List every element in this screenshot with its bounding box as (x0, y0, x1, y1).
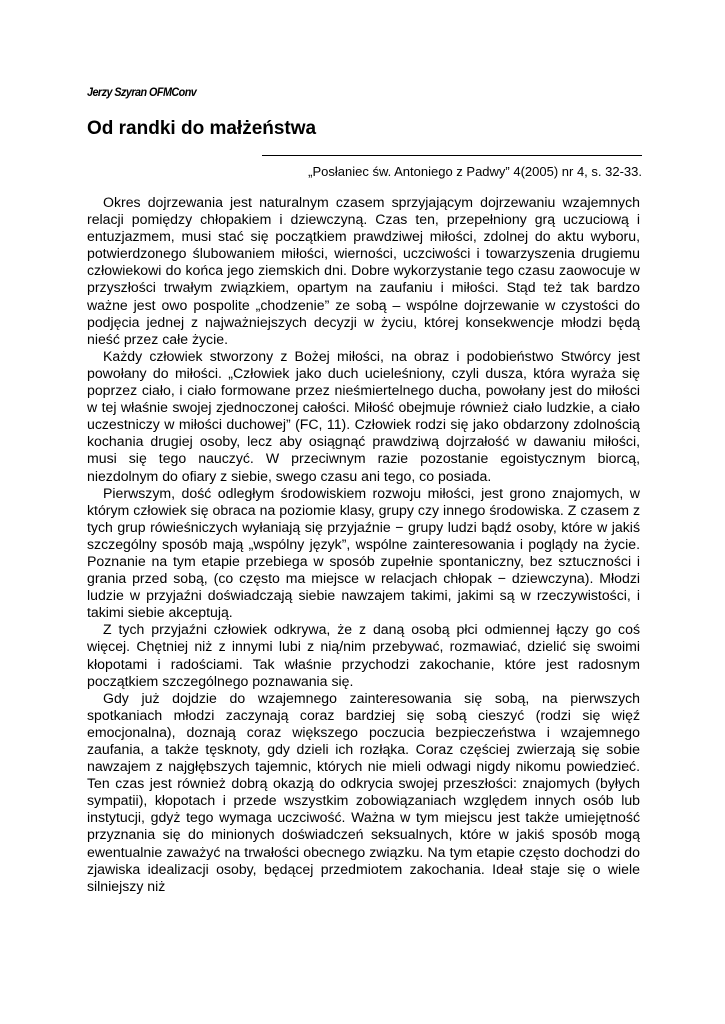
paragraph: Pierwszym, dość odległym środowiskiem rozwoju miłości, jest grono znajomych, w którym człowiek się obraca na poziomie klasy, grupy czy innego środowiska. Z czasem z tych grup rówieśniczych wyłaniają się przyjaźnie − grupy ludzi bądź osoby, które w jakiś szczególny sposób mają „wspólny język”, wspólne zainteresowania i poglądy na życie. Poznanie na tym etapie przebiega w sposób zupełnie spontaniczny, bez sztuczności i grania przed sobą, (co często ma miejsce w relacjach chłopak − dziewczyna). Młodzi ludzie w przyjaźni doświadczają siebie nawzajem takimi, jakimi są w rzeczywistości, i takimi siebie akceptują. (87, 484, 640, 621)
paragraph: Każdy człowiek stworzony z Bożej miłości, na obraz i podobieństwo Stwórcy jest powołany do miłości. „Człowiek jako duch ucieleśniony, czyli dusza, która wyraża się poprzez ciało, i ciało formowane przez nieśmiertelnego ducha, powołany jest do miłości w tej właśnie swojej zjednoczonej całości. Miłość obejmuje również ciało ludzkie, a ciało uczestniczy w miłości duchowej” (FC, 11). Człowiek rodzi się jako obdarzony zdolnością kochania drugiej osoby, lecz aby osiągnąć prawdziwą dojrzałość w dawaniu miłości, musi się tego nauczyć. W przeciwnym razie pozostanie egoistycznym biorcą, niezdolnym do ofiary z siebie, swego czasu ani tego, co posiada. (87, 347, 640, 484)
paragraph: Okres dojrzewania jest naturalnym czasem sprzyjającym dojrzewaniu wzajemnych relacji pomiędzy chłopakiem i dziewczyną. Czas ten, przepełniony grą uczuciową i entuzjazmem, musi stać się początkiem prawdziwej miłości, zdolnej do aktu wyboru, potwierdzonego ślubowaniem miłości, wierności, uczciwości i towarzyszenia drugiemu człowiekowi do końca jego ziemskich dni. Dobre wykorzystanie tego czasu zaowocuje w przyszłości trwałym związkiem, opartym na zaufaniu i miłości. Stąd też tak bardzo ważne jest owo pospolite „chodzenie” ze sobą – wspólne dojrzewanie w czystości do podjęcia jednej z najważniejszych decyzji w życiu, której konsekwencje młodzi będą nieść przez całe życie. (87, 194, 640, 347)
author-name: Jerzy Szyran OFMConv (87, 85, 197, 99)
source-divider (262, 155, 642, 156)
paragraph: Gdy już dojdzie do wzajemnego zainteresowania się sobą, na pierwszych spotkaniach młodzi zaczynają coraz bardziej się sobą cieszyć (rodzi się więź emocjonalna), doznają coraz większego poczucia bezpieczeństwa i wzajemnego zaufania, a także tęsknoty, gdy dzieli ich rozłąka. Coraz częściej zwierzają się sobie nawzajem z najgłębszych tajemnic, których nie mieli odwagi nigdy nikomu powiedzieć. Ten czas jest również dobrą okazją do odkrycia swojej przeszłości: znajomych (byłych sympatii), kłopotach i przede wszystkim zobowiązaniach względem innych osób lub instytucji, gdyż tego wymaga uczciwość. Ważna w tym miejscu jest także umiejętność przyznania się do minionych doświadczeń seksualnych, które w jakiś sposób mogą ewentualnie zaważyć na trwałości obecnego związku. Na tym etapie często dochodzi do zjawiska idealizacji osoby, będącej przedmiotem zakochania. Ideał staje się o wiele silniejszy niż (87, 689, 640, 894)
source-citation: „Posłaniec św. Antoniego z Padwy” 4(2005) nr 4, s. 32-33. (308, 164, 642, 179)
paragraph: Z tych przyjaźni człowiek odkrywa, że z daną osobą płci odmiennej łączy go coś więcej. Chętniej niż z innymi lubi z nią/nim przebywać, rozmawiać, dzielić się swoimi kłopotami i radościami. Tak właśnie przychodzi zakochanie, które jest radosnym początkiem szczególnego poznawania się. (87, 621, 640, 689)
article-body (87, 194, 640, 895)
article-title: Od randki do małżeństwa (87, 118, 317, 139)
